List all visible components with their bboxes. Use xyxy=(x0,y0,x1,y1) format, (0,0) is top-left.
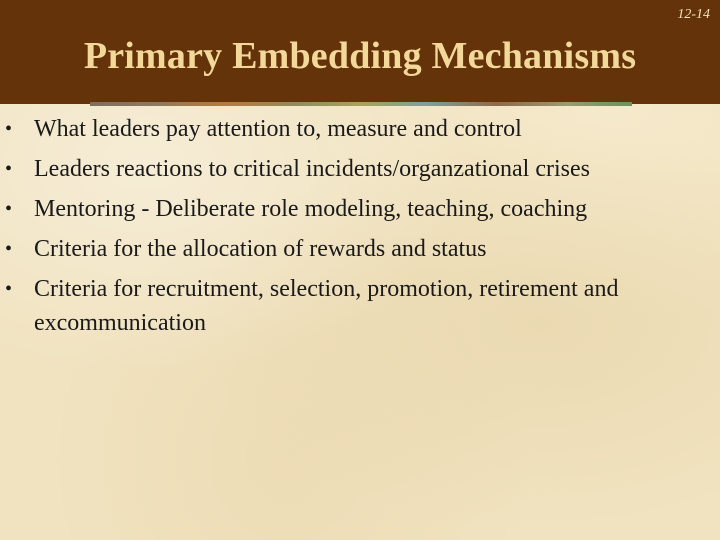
slide-header xyxy=(0,0,720,104)
bullet-item xyxy=(0,192,720,226)
bullet-text: Criteria for the allocation of rewards and status xyxy=(34,236,487,262)
bullet-icon: • xyxy=(5,118,13,140)
title-divider xyxy=(90,102,632,106)
bullet-icon: • xyxy=(5,238,13,260)
bullet-item xyxy=(0,152,720,186)
bullet-item xyxy=(0,112,720,146)
bullet-text: Mentoring - Deliberate role modeling, teaching, coaching xyxy=(34,196,588,222)
bullet-text: Leaders reactions to critical incidents/organzational crises xyxy=(34,156,590,182)
slide-number: 12-14 xyxy=(677,7,710,22)
bullet-item xyxy=(0,272,720,340)
bullet-list xyxy=(0,112,720,346)
bullet-icon: • xyxy=(5,278,13,300)
bullet-item xyxy=(0,232,720,266)
bullet-text: Criteria for recruitment, selection, promotion, retirement and excommunication xyxy=(34,276,619,336)
bullet-icon: • xyxy=(5,198,13,220)
bullet-text: What leaders pay attention to, measure and control xyxy=(34,116,522,142)
slide-title: Primary Embedding Mechanisms xyxy=(83,35,637,77)
bullet-icon: • xyxy=(5,158,13,180)
